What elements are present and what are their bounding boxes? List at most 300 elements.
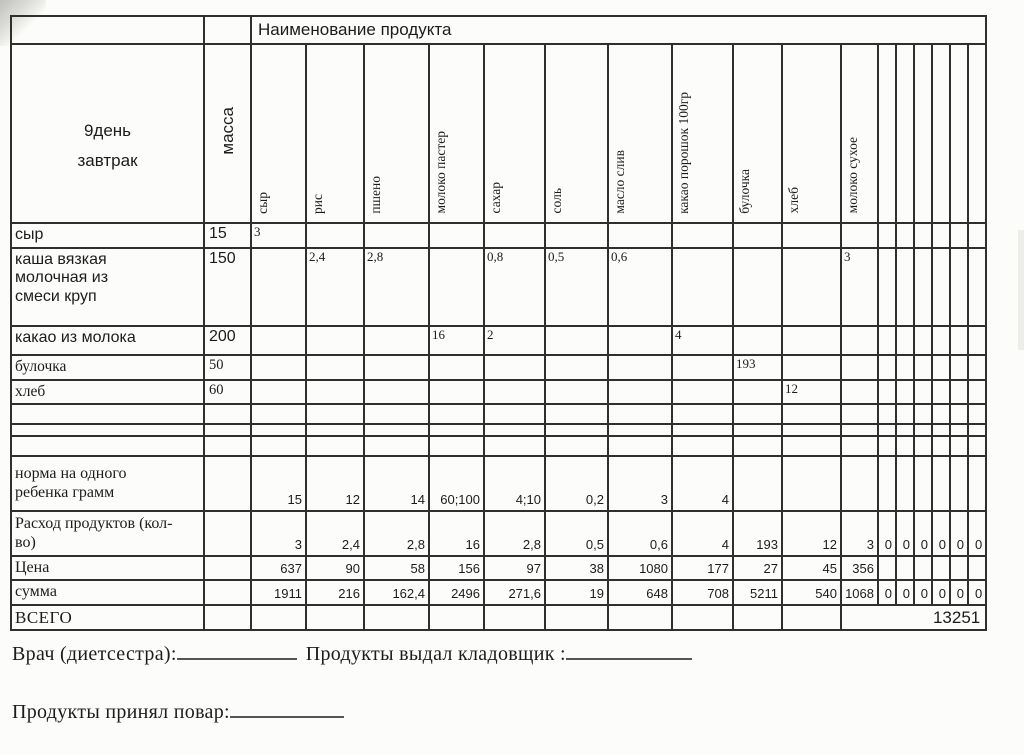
cell <box>484 355 545 380</box>
cell <box>782 355 841 380</box>
doctor-signature-blank <box>177 643 297 660</box>
cell <box>896 355 914 380</box>
cell <box>932 404 950 424</box>
cell <box>896 380 914 404</box>
cell <box>364 605 429 631</box>
cell <box>251 436 306 456</box>
cell <box>204 404 251 424</box>
cell <box>204 556 251 580</box>
col-header-label: молоко пастер <box>433 131 448 214</box>
cell: 2,4 <box>306 248 364 326</box>
sum-row <box>11 580 986 604</box>
cell <box>733 223 782 248</box>
col-header-label: булочка <box>737 168 752 214</box>
cell <box>968 223 986 248</box>
scan-edge-artifact <box>1018 230 1024 350</box>
cell <box>841 404 878 424</box>
cell <box>950 456 968 511</box>
cell <box>204 424 251 436</box>
cell <box>914 380 932 404</box>
mass-header-cell <box>204 44 251 223</box>
cell <box>733 424 782 436</box>
dish-row-kakao <box>11 326 986 355</box>
cell <box>914 355 932 380</box>
cell <box>932 223 950 248</box>
cell <box>878 355 896 380</box>
cell <box>545 436 608 456</box>
cell <box>896 556 914 580</box>
cell <box>914 326 932 355</box>
dish-row-kasha <box>11 248 986 326</box>
cell <box>914 223 932 248</box>
empty-row <box>11 436 986 456</box>
row-label: норма на одного ребенка грамм <box>15 465 127 501</box>
cell: 1080 <box>608 556 672 580</box>
cell: 0,6 <box>608 511 672 556</box>
products-title-cell: Наименование продукта <box>251 16 986 44</box>
cell: 271,6 <box>484 580 545 604</box>
cell: 90 <box>306 556 364 580</box>
cell: 14 <box>364 456 429 511</box>
cell <box>968 326 986 355</box>
col-header-hleb <box>782 44 841 223</box>
row-label-cell <box>11 456 204 511</box>
cell <box>364 424 429 436</box>
cell <box>306 355 364 380</box>
cell <box>932 248 950 326</box>
cell <box>545 223 608 248</box>
cell: 4 <box>672 511 733 556</box>
cell <box>545 424 608 436</box>
cell: 38 <box>545 556 608 580</box>
cell: 648 <box>608 580 672 604</box>
cell: 3 <box>841 248 878 326</box>
cell <box>878 456 896 511</box>
cell <box>364 223 429 248</box>
col-header-syr <box>251 44 306 223</box>
cell: 0 <box>896 580 914 604</box>
cell: 16 <box>429 326 484 355</box>
cell: 2,4 <box>306 511 364 556</box>
cell <box>429 355 484 380</box>
cell: 0 <box>914 511 932 556</box>
cell: 2,8 <box>364 248 429 326</box>
cell <box>968 436 986 456</box>
mass-header-label: масса <box>217 107 237 156</box>
cell <box>306 436 364 456</box>
cell <box>896 44 914 223</box>
cell <box>878 44 896 223</box>
dish-name-cell: какао из молока <box>11 326 204 355</box>
cell: 12 <box>782 380 841 404</box>
cell: 0 <box>878 580 896 604</box>
cell <box>672 380 733 404</box>
cell <box>968 248 986 326</box>
cell <box>306 380 364 404</box>
cell: 97 <box>484 556 545 580</box>
dish-row-syr <box>11 223 986 248</box>
cell <box>878 436 896 456</box>
dish-name-label: каша вязкая молочная из смеси круп <box>15 251 109 305</box>
cell: 708 <box>672 580 733 604</box>
cell <box>484 436 545 456</box>
empty-row <box>11 404 986 424</box>
col-header-sahar <box>484 44 545 223</box>
cell <box>608 404 672 424</box>
cell <box>878 424 896 436</box>
cell <box>914 404 932 424</box>
cell <box>608 605 672 631</box>
col-header-label: рис <box>310 193 325 214</box>
cell <box>932 44 950 223</box>
cell <box>429 404 484 424</box>
cell: 4 <box>672 456 733 511</box>
cell <box>914 456 932 511</box>
cell: 3 <box>841 511 878 556</box>
cell <box>608 424 672 436</box>
cell <box>364 436 429 456</box>
day-label: 9день <box>83 120 132 140</box>
cell <box>672 355 733 380</box>
cell <box>950 326 968 355</box>
cell <box>306 424 364 436</box>
col-header-label: какао порошок 100гр <box>676 91 691 214</box>
cell <box>251 404 306 424</box>
signature-line-2 <box>12 701 344 724</box>
cell <box>364 326 429 355</box>
cell: 156 <box>429 556 484 580</box>
cell <box>733 404 782 424</box>
cell <box>782 605 841 631</box>
cell <box>878 556 896 580</box>
cell <box>672 424 733 436</box>
cell <box>364 380 429 404</box>
cell <box>733 436 782 456</box>
cell <box>782 326 841 355</box>
price-row <box>11 556 986 580</box>
cell <box>251 248 306 326</box>
cell <box>204 580 251 604</box>
cell <box>608 355 672 380</box>
mass-cell: 150 <box>204 248 251 326</box>
cell <box>733 380 782 404</box>
col-header-bulochka <box>733 44 782 223</box>
col-header-moloko-suhoe <box>841 44 878 223</box>
cell <box>306 404 364 424</box>
cell <box>672 436 733 456</box>
cell: 356 <box>841 556 878 580</box>
cell <box>672 248 733 326</box>
cell: 2496 <box>429 580 484 604</box>
cell: 5211 <box>733 580 782 604</box>
col-header-label: соль <box>549 188 564 214</box>
cell <box>545 326 608 355</box>
col-header-label: масло слив <box>612 149 627 214</box>
mass-cell: 200 <box>204 326 251 355</box>
cell: 12 <box>306 456 364 511</box>
cell: 0 <box>932 580 950 604</box>
cell <box>878 380 896 404</box>
cell <box>733 248 782 326</box>
cell <box>672 223 733 248</box>
cell <box>950 556 968 580</box>
cell <box>608 380 672 404</box>
cell: 0 <box>968 511 986 556</box>
col-header-label: хлеб <box>786 187 801 214</box>
cell <box>484 380 545 404</box>
total-label-cell: ВСЕГО <box>11 605 204 631</box>
cell <box>782 223 841 248</box>
cell <box>896 424 914 436</box>
dish-name-cell: хлеб <box>11 380 204 404</box>
row-label-cell: Цена <box>11 556 204 580</box>
cell <box>204 511 251 556</box>
mass-cell: 60 <box>204 380 251 404</box>
cell <box>950 380 968 404</box>
cell: 15 <box>251 456 306 511</box>
cell <box>932 556 950 580</box>
cell <box>841 326 878 355</box>
dish-name-cell <box>11 248 204 326</box>
cell <box>484 605 545 631</box>
cell <box>429 380 484 404</box>
cell <box>914 424 932 436</box>
cell <box>306 326 364 355</box>
cell <box>11 16 204 44</box>
row-label-cell: сумма <box>11 580 204 604</box>
total-row <box>11 605 986 631</box>
cell: 637 <box>251 556 306 580</box>
cell: 12 <box>782 511 841 556</box>
cell <box>950 404 968 424</box>
cell <box>545 355 608 380</box>
cell <box>429 248 484 326</box>
cell <box>782 404 841 424</box>
cell <box>896 223 914 248</box>
cell <box>932 355 950 380</box>
cell <box>429 223 484 248</box>
cell <box>608 436 672 456</box>
cell <box>841 223 878 248</box>
cell <box>545 605 608 631</box>
cell <box>878 404 896 424</box>
cell <box>608 326 672 355</box>
cell: 0,5 <box>545 511 608 556</box>
dish-row-hleb <box>11 380 986 404</box>
cell: 3 <box>251 223 306 248</box>
cell <box>932 424 950 436</box>
cell: 216 <box>306 580 364 604</box>
day-meal-cell <box>11 44 204 223</box>
col-header-maslo-sliv <box>608 44 672 223</box>
cell <box>914 556 932 580</box>
cell: 2,8 <box>364 511 429 556</box>
mass-cell: 15 <box>204 223 251 248</box>
cell <box>782 424 841 436</box>
cell <box>251 355 306 380</box>
cell: 540 <box>782 580 841 604</box>
col-header-psheno <box>364 44 429 223</box>
cell <box>914 436 932 456</box>
cell <box>364 355 429 380</box>
cell <box>932 380 950 404</box>
cell <box>841 436 878 456</box>
cell <box>950 223 968 248</box>
storekeeper-label: Продукты выдал кладовщик : <box>305 643 566 665</box>
cell <box>782 456 841 511</box>
cell <box>364 404 429 424</box>
cell: 0,2 <box>545 456 608 511</box>
cell <box>733 605 782 631</box>
cell: 4 <box>672 326 733 355</box>
cell <box>914 248 932 326</box>
cell: 1911 <box>251 580 306 604</box>
col-header-ris <box>306 44 364 223</box>
menu-requirement-table <box>10 15 987 631</box>
cell <box>251 326 306 355</box>
cell: 193 <box>733 511 782 556</box>
cell <box>950 436 968 456</box>
mass-cell: 50 <box>204 355 251 380</box>
cell <box>841 355 878 380</box>
cell <box>306 605 364 631</box>
header-row-columns <box>11 44 986 223</box>
cell: 19 <box>545 580 608 604</box>
empty-row <box>11 424 986 436</box>
cell <box>968 556 986 580</box>
cell: 0 <box>950 511 968 556</box>
cell: 0,8 <box>484 248 545 326</box>
cook-label: Продукты принял повар: <box>12 701 230 723</box>
cell <box>878 248 896 326</box>
cell: 2 <box>484 326 545 355</box>
cell: 0 <box>932 511 950 556</box>
cell <box>968 44 986 223</box>
dish-name-cell: сыр <box>11 223 204 248</box>
cell <box>968 424 986 436</box>
cell: 27 <box>733 556 782 580</box>
cell: 177 <box>672 556 733 580</box>
cell: 16 <box>429 511 484 556</box>
cell: 4;10 <box>484 456 545 511</box>
row-label-cell <box>11 511 204 556</box>
cell <box>306 223 364 248</box>
cell <box>429 605 484 631</box>
cell <box>896 404 914 424</box>
col-header-label: сахар <box>488 182 503 214</box>
cell: 2,8 <box>484 511 545 556</box>
cell <box>950 355 968 380</box>
cell <box>204 436 251 456</box>
cell: 0 <box>878 511 896 556</box>
cell: 0 <box>914 580 932 604</box>
cell <box>878 223 896 248</box>
cell <box>251 605 306 631</box>
header-row-title <box>11 16 986 44</box>
signature-line-1 <box>12 643 692 666</box>
cell <box>968 380 986 404</box>
total-value-cell: 13251 <box>841 605 986 631</box>
cell <box>484 424 545 436</box>
cell <box>204 456 251 511</box>
cell <box>782 436 841 456</box>
cell: 0 <box>968 580 986 604</box>
cell <box>914 44 932 223</box>
cell: 0 <box>896 511 914 556</box>
cell <box>950 424 968 436</box>
cell <box>204 605 251 631</box>
cell <box>932 436 950 456</box>
cell: 3 <box>608 456 672 511</box>
cell <box>672 605 733 631</box>
cell <box>896 436 914 456</box>
cell <box>608 223 672 248</box>
cell <box>896 248 914 326</box>
cell <box>782 248 841 326</box>
cell <box>950 44 968 223</box>
cell <box>484 404 545 424</box>
cell: 58 <box>364 556 429 580</box>
cell <box>841 380 878 404</box>
cell: 193 <box>733 355 782 380</box>
cook-signature-blank <box>230 701 344 718</box>
cell <box>932 326 950 355</box>
row-label: Расход продуктов (кол-во) <box>15 515 173 551</box>
cell: 162,4 <box>364 580 429 604</box>
col-header-label: молоко сухое <box>845 137 860 214</box>
cell: 45 <box>782 556 841 580</box>
cell: 60;100 <box>429 456 484 511</box>
consumption-row <box>11 511 986 556</box>
norm-row <box>11 456 986 511</box>
cell: 1068 <box>841 580 878 604</box>
cell: 3 <box>251 511 306 556</box>
cell <box>545 380 608 404</box>
col-header-label: сыр <box>255 191 270 214</box>
cell <box>429 436 484 456</box>
cell <box>968 404 986 424</box>
cell <box>11 424 204 436</box>
cell <box>733 456 782 511</box>
col-header-kakao-poroshok <box>672 44 733 223</box>
cell <box>545 404 608 424</box>
dish-name-cell: булочка <box>11 355 204 380</box>
col-header-moloko-paster <box>429 44 484 223</box>
cell <box>251 424 306 436</box>
cell <box>896 456 914 511</box>
col-header-label: пшено <box>368 175 383 214</box>
cell <box>484 223 545 248</box>
cell <box>878 326 896 355</box>
col-header-sol <box>545 44 608 223</box>
cell <box>968 355 986 380</box>
day-meal-label <box>12 116 203 176</box>
cell <box>950 248 968 326</box>
cell: 0 <box>950 580 968 604</box>
storekeeper-signature-blank <box>566 643 692 660</box>
cell <box>841 424 878 436</box>
dish-row-bulochka <box>11 355 986 380</box>
meal-label: завтрак <box>77 150 138 170</box>
cell <box>896 326 914 355</box>
doctor-label: Врач (диетсестра): <box>12 643 177 665</box>
cell <box>251 380 306 404</box>
cell <box>733 326 782 355</box>
cell <box>11 436 204 456</box>
cell <box>968 456 986 511</box>
cell <box>11 404 204 424</box>
cell <box>204 16 251 44</box>
